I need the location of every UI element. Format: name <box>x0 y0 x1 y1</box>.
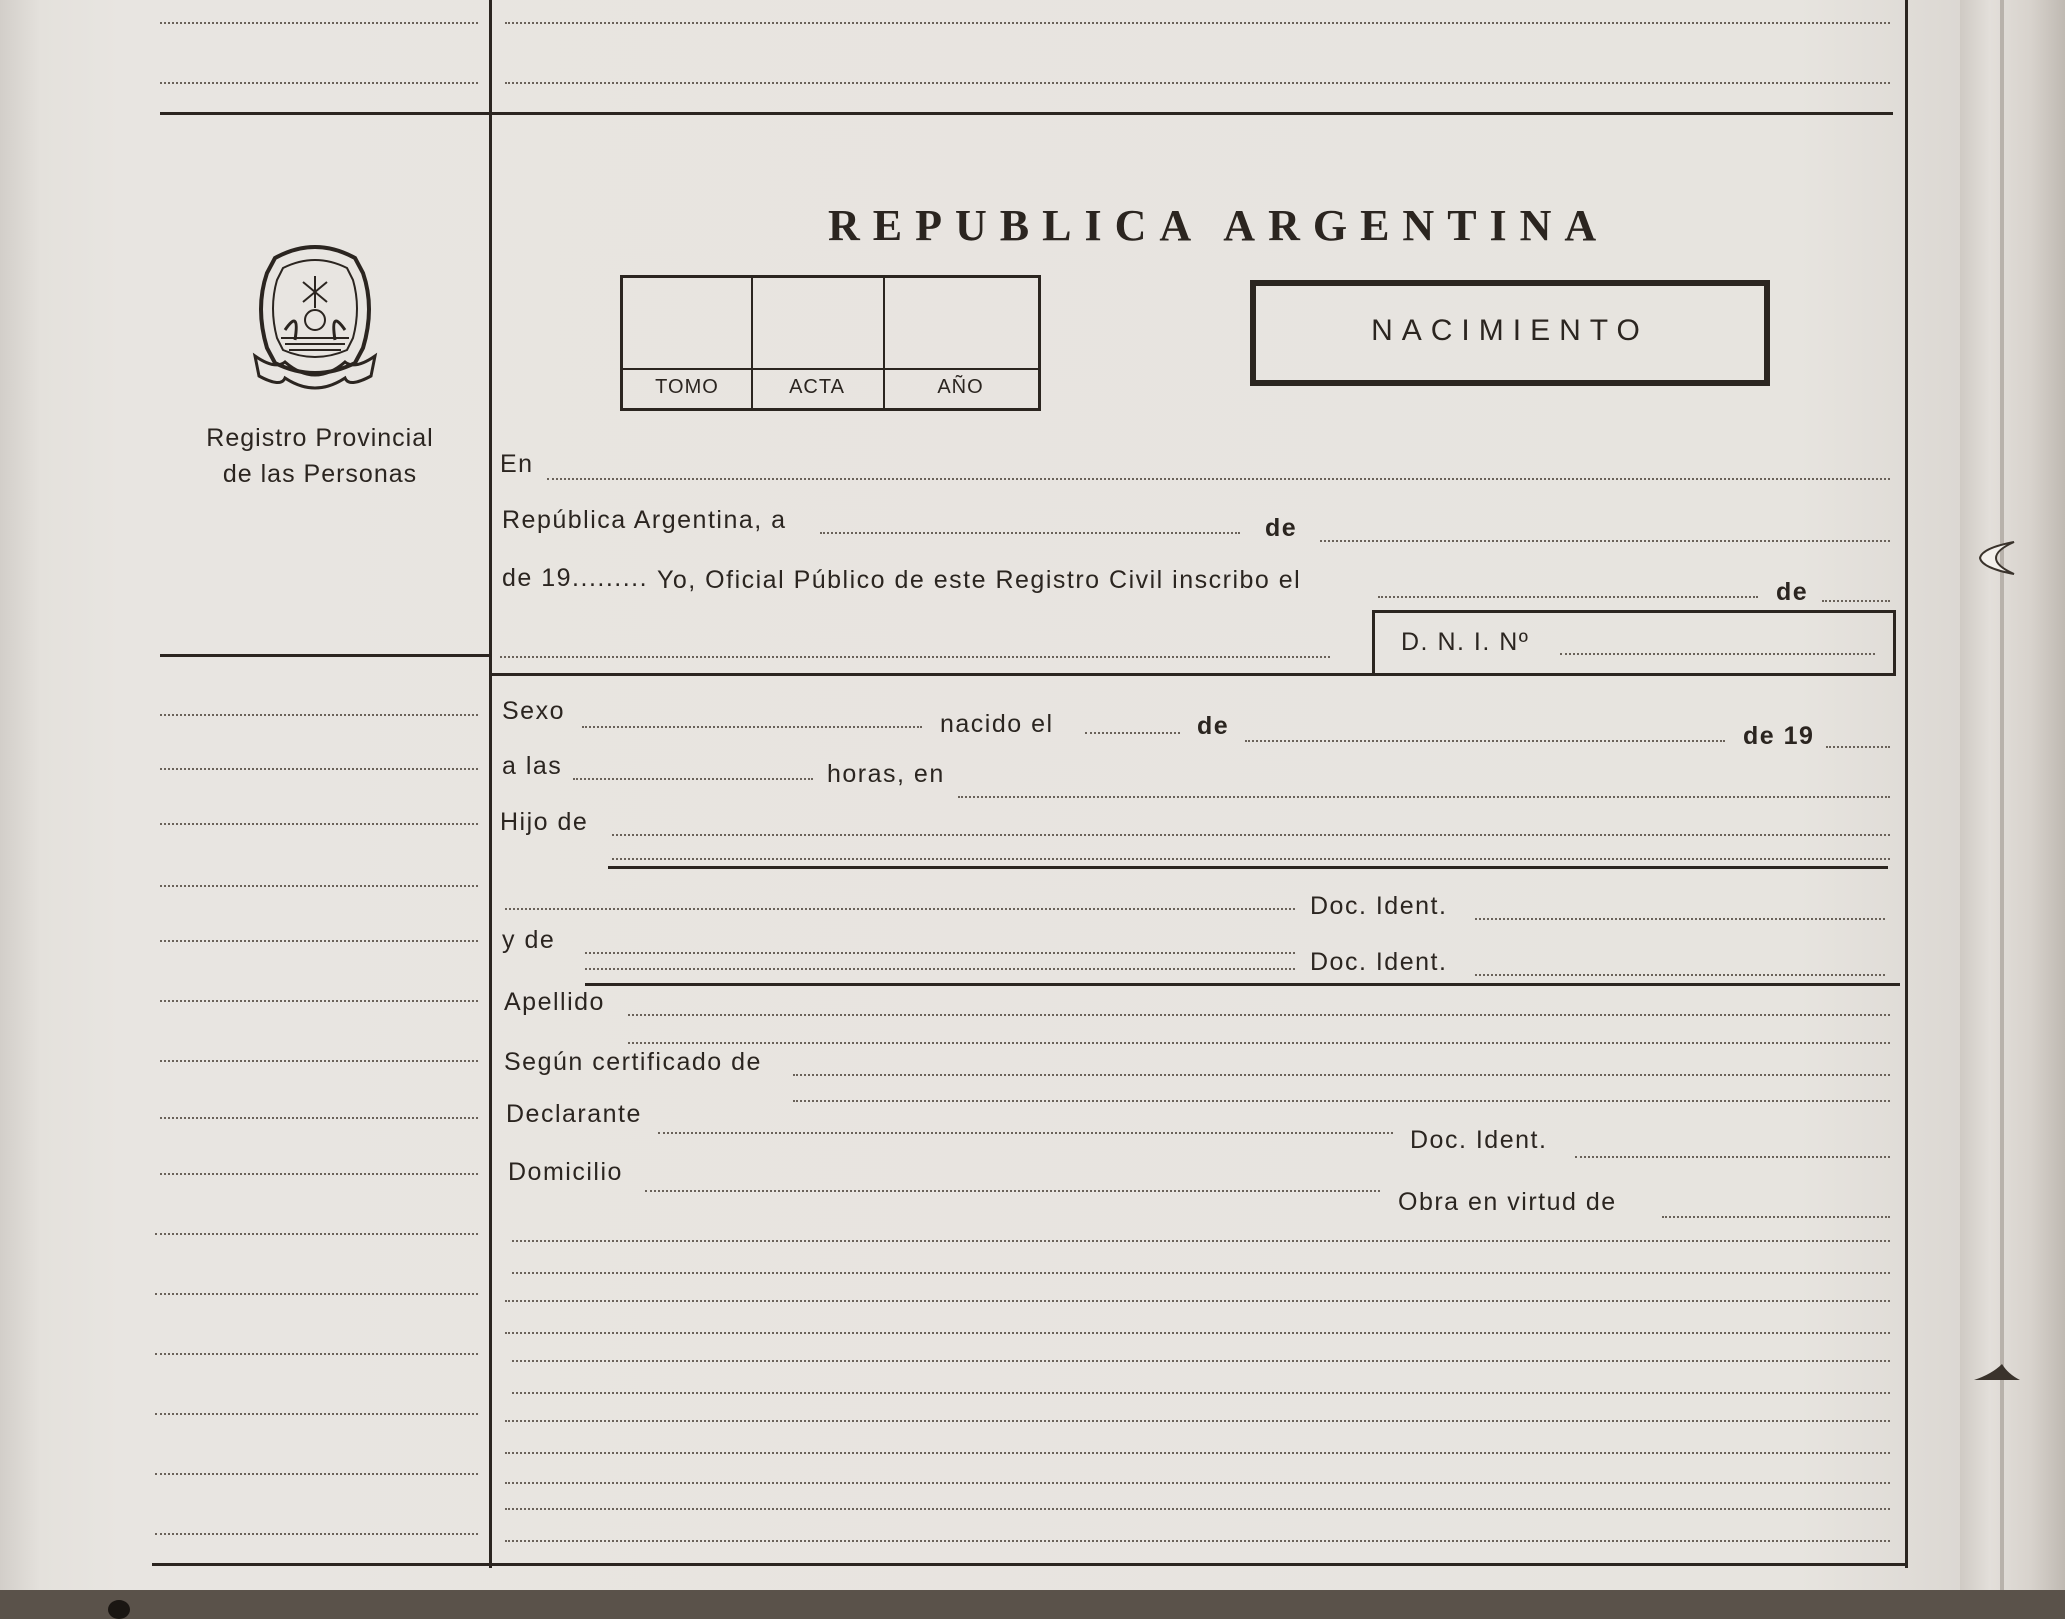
father-line[interactable] <box>505 908 1295 910</box>
en-label: En <box>500 450 534 478</box>
stub-line <box>155 1533 478 1535</box>
mother-line[interactable] <box>585 952 1295 954</box>
obra-label: Obra en virtud de <box>1398 1188 1617 1216</box>
domicilio-line[interactable] <box>645 1190 1380 1192</box>
stub-line <box>160 1000 478 1002</box>
de19-label: de 19 <box>1743 722 1815 750</box>
en-line[interactable] <box>547 478 1890 480</box>
blank-line[interactable] <box>505 1300 1890 1302</box>
blank-line[interactable] <box>505 1332 1890 1334</box>
birth-day-line[interactable] <box>1085 732 1180 734</box>
stub-line <box>155 1353 478 1355</box>
doc-ident-label-2: Doc. Ident. <box>1310 948 1448 976</box>
doc-ident-label-1: Doc. Ident. <box>1310 892 1448 920</box>
record-type-box <box>1250 280 1770 386</box>
rule-yde <box>585 983 1900 986</box>
dni-label: D. N. I. Nº <box>1401 628 1530 656</box>
mother-line-2[interactable] <box>585 968 1295 970</box>
birth-month-line[interactable] <box>1245 740 1725 742</box>
main-line <box>505 82 1890 84</box>
nacido-label: nacido el <box>940 710 1054 738</box>
blank-line[interactable] <box>505 1540 1890 1542</box>
year-label: de 19......... <box>502 564 649 592</box>
apellido-label: Apellido <box>504 988 605 1016</box>
a-las-label: a las <box>502 752 563 780</box>
acta-caption: ACTA <box>789 376 845 398</box>
stub-line <box>160 1060 478 1062</box>
stub-line <box>160 1173 478 1175</box>
doc-ident-line-1[interactable] <box>1475 918 1885 920</box>
hijo-line-2[interactable] <box>612 858 1890 860</box>
hour-line[interactable] <box>573 778 813 780</box>
de-label-2: de <box>1776 578 1809 606</box>
column-divider <box>489 0 492 1568</box>
stub-line <box>160 82 478 84</box>
right-border <box>1905 0 1908 1568</box>
binder-clip-icon <box>1972 540 2022 576</box>
blank-line[interactable] <box>505 1420 1890 1422</box>
stub-line <box>155 1293 478 1295</box>
month-line[interactable] <box>1320 540 1890 542</box>
stub-line <box>155 1473 478 1475</box>
de-line-2[interactable] <box>1822 600 1890 602</box>
obra-line[interactable] <box>1662 1216 1890 1218</box>
stub-line <box>160 885 478 887</box>
place-line[interactable] <box>958 796 1890 798</box>
horas-label: horas, en <box>827 760 945 788</box>
segun-label: Según certificado de <box>504 1048 762 1076</box>
doc-ident-label-3: Doc. Ident. <box>1410 1126 1548 1154</box>
blank-line[interactable] <box>512 1360 1890 1362</box>
doc-ident-line-2[interactable] <box>1475 974 1885 976</box>
sexo-label: Sexo <box>502 697 565 725</box>
registry-box <box>620 275 1041 411</box>
y-de-label: y de <box>502 926 556 954</box>
dni-box <box>1372 610 1896 676</box>
anio-caption: AÑO <box>937 376 984 398</box>
hijo-label: Hijo de <box>500 808 589 836</box>
main-line <box>505 22 1890 24</box>
declarante-label: Declarante <box>506 1100 642 1128</box>
stub-line <box>155 1413 478 1415</box>
stub-line <box>160 940 478 942</box>
sexo-line[interactable] <box>582 726 922 728</box>
book-bottom-edge <box>0 1590 2065 1619</box>
rule-top <box>160 112 1893 115</box>
domicilio-label: Domicilio <box>508 1158 623 1186</box>
rule-bottom <box>152 1563 1905 1566</box>
de-label: de <box>1265 514 1298 542</box>
dni-line[interactable] <box>1560 653 1875 655</box>
registry-office-name <box>150 420 490 492</box>
stub-line <box>160 768 478 770</box>
registry-box-separator <box>623 368 1038 370</box>
apellido-line-2[interactable] <box>628 1042 1890 1044</box>
hijo-line[interactable] <box>612 834 1890 836</box>
binder-clip-icon <box>1972 1350 2022 1386</box>
blank-line[interactable] <box>505 1508 1890 1510</box>
stub-line <box>160 823 478 825</box>
stub-line <box>160 714 478 716</box>
declarante-line[interactable] <box>658 1132 1393 1134</box>
day-line[interactable] <box>820 532 1240 534</box>
record-type-label: NACIMIENTO <box>1371 314 1649 347</box>
de-label-3: de <box>1197 712 1230 740</box>
page-title: REPUBLICA ARGENTINA <box>828 201 1610 250</box>
blank-line[interactable] <box>505 1482 1890 1484</box>
punch-hole <box>108 1600 130 1619</box>
segun-line-2[interactable] <box>793 1100 1890 1102</box>
apellido-line[interactable] <box>628 1014 1890 1016</box>
blank-line[interactable] <box>512 1240 1890 1242</box>
stub-line <box>160 1117 478 1119</box>
blank-line[interactable] <box>512 1272 1890 1274</box>
office-line-1: Registro Provincial <box>206 424 434 452</box>
blank-line[interactable] <box>512 1392 1890 1394</box>
inscribo-line[interactable] <box>1378 596 1758 598</box>
birth-year-line[interactable] <box>1826 746 1890 748</box>
tomo-caption: TOMO <box>655 376 719 398</box>
stub-line <box>155 1233 478 1235</box>
doc-ident-line-3[interactable] <box>1575 1156 1890 1158</box>
provincial-seal-icon <box>245 238 385 398</box>
yo-label: Yo, Oficial Público de este Registro Civil inscribo el <box>657 566 1302 594</box>
segun-line[interactable] <box>793 1074 1890 1076</box>
rule-hijo <box>608 866 1888 869</box>
office-line-2: de las Personas <box>222 460 418 488</box>
rule-left-mid <box>160 654 490 657</box>
name-line[interactable] <box>500 656 1330 658</box>
stub-line <box>160 22 478 24</box>
blank-line[interactable] <box>505 1452 1890 1454</box>
republica-label: República Argentina, a <box>502 506 787 534</box>
